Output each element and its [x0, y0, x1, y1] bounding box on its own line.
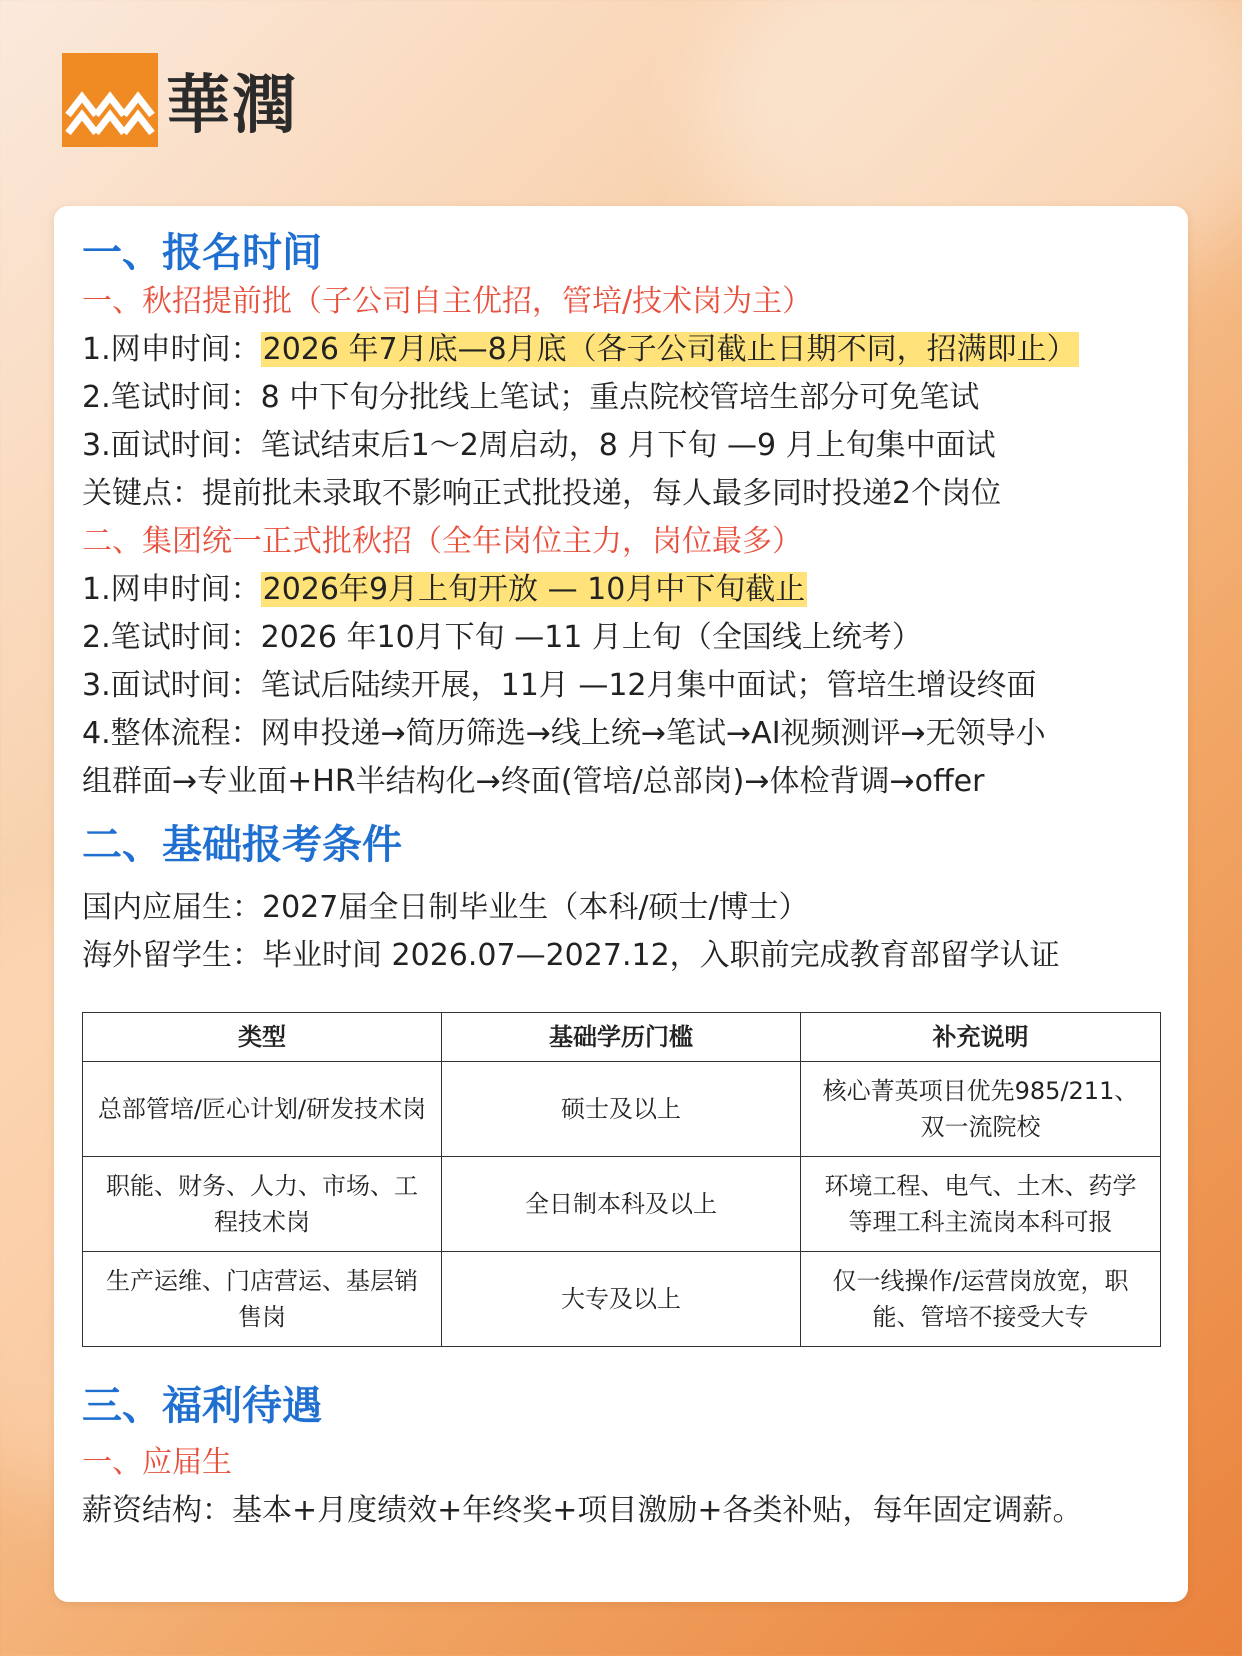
- early-interview-time: 3.面试时间：笔试结束后1～2周启动，8 月下旬 —9 月上旬集中面试: [82, 428, 996, 463]
- table-cell-notes: 仅一线操作/运营岗放宽，职能、管培不接受大专: [801, 1252, 1161, 1347]
- formal-written-test-time: 2.笔试时间：2026 年10月下旬 —11 月上旬（全国线上统考）: [82, 620, 922, 655]
- early-application-highlight: 2026 年7月底—8月底（各子公司截止日期不同，招满即止）: [262, 332, 1077, 367]
- subsection-title-fresh-graduates: 一、应届生: [82, 1445, 232, 1480]
- early-key-point: 关键点：提前批未录取不影响正式批投递，每人最多同时投递2个岗位: [82, 476, 1002, 511]
- formal-application-label: 1.网申时间：: [82, 572, 261, 607]
- formal-application-time: [82, 566, 1172, 614]
- table-cell-education: 全日制本科及以上: [442, 1157, 801, 1252]
- overall-process-line1: 4.整体流程：网申投递→简历筛选→线上统→笔试→AI视频测评→无领导小: [82, 716, 1046, 751]
- table-row: [83, 1062, 1161, 1157]
- requirements-table: [82, 1012, 1161, 1347]
- table-header-row: [83, 1013, 1161, 1062]
- subsection-title-early-batch: 一、秋招提前批（子公司自主优招，管培/技术岗为主）: [82, 284, 813, 319]
- content-card: [54, 206, 1188, 1602]
- formal-interview-time: 3.面试时间：笔试后陆续开展，11月 —12月集中面试；管培生增设终面: [82, 668, 1037, 703]
- early-application-label: 1.网申时间：: [82, 332, 261, 367]
- table-cell-type: 职能、财务、人力、市场、工程技术岗: [83, 1157, 442, 1252]
- table-cell-notes: 环境工程、电气、土木、药学等理工科主流岗本科可报: [801, 1157, 1161, 1252]
- table-header-notes: 补充说明: [801, 1013, 1161, 1062]
- brand-name: 華潤: [166, 68, 298, 143]
- table-cell-education: 大专及以上: [442, 1252, 801, 1347]
- table-header-education: 基础学历门槛: [442, 1013, 801, 1062]
- card-content: [82, 228, 1172, 1535]
- table-row: [83, 1157, 1161, 1252]
- overall-process-line2: 组群面→专业面+HR半结构化→终面(管培/总部岗)→体检背调→offer: [82, 764, 985, 799]
- salary-structure: 薪资结构：基本+月度绩效+年终奖+项目激励+各类补贴，每年固定调薪。: [82, 1493, 1083, 1528]
- table-header-type: 类型: [83, 1013, 442, 1062]
- formal-application-highlight: 2026年9月上旬开放 — 10月中下旬截止: [262, 572, 806, 607]
- early-application-time: [82, 326, 1172, 374]
- table-cell-type: 生产运维、门店营运、基层销售岗: [83, 1252, 442, 1347]
- table-cell-type: 总部管培/匠心计划/研发技术岗: [83, 1062, 442, 1157]
- huarun-mountain-logo-icon: [62, 53, 158, 147]
- table-cell-education: 硕士及以上: [442, 1062, 801, 1157]
- table-row: [83, 1252, 1161, 1347]
- section-title-benefits: 三、福利待遇: [82, 1383, 322, 1429]
- section-title-registration: 一、报名时间: [82, 230, 322, 276]
- section-title-requirements: 二、基础报考条件: [82, 822, 402, 868]
- overseas-students: 海外留学生：毕业时间 2026.07—2027.12，入职前完成教育部留学认证: [82, 938, 1060, 973]
- brand-logo: [62, 52, 298, 148]
- domestic-graduates: 国内应届生：2027届全日制毕业生（本科/硕士/博士）: [82, 890, 809, 925]
- early-written-test-time: 2.笔试时间：8 中下旬分批线上笔试；重点院校管培生部分可免笔试: [82, 380, 980, 415]
- table-cell-notes: 核心菁英项目优先985/211、双一流院校: [801, 1062, 1161, 1157]
- subsection-title-formal-batch: 二、集团统一正式批秋招（全年岗位主力，岗位最多）: [82, 524, 802, 559]
